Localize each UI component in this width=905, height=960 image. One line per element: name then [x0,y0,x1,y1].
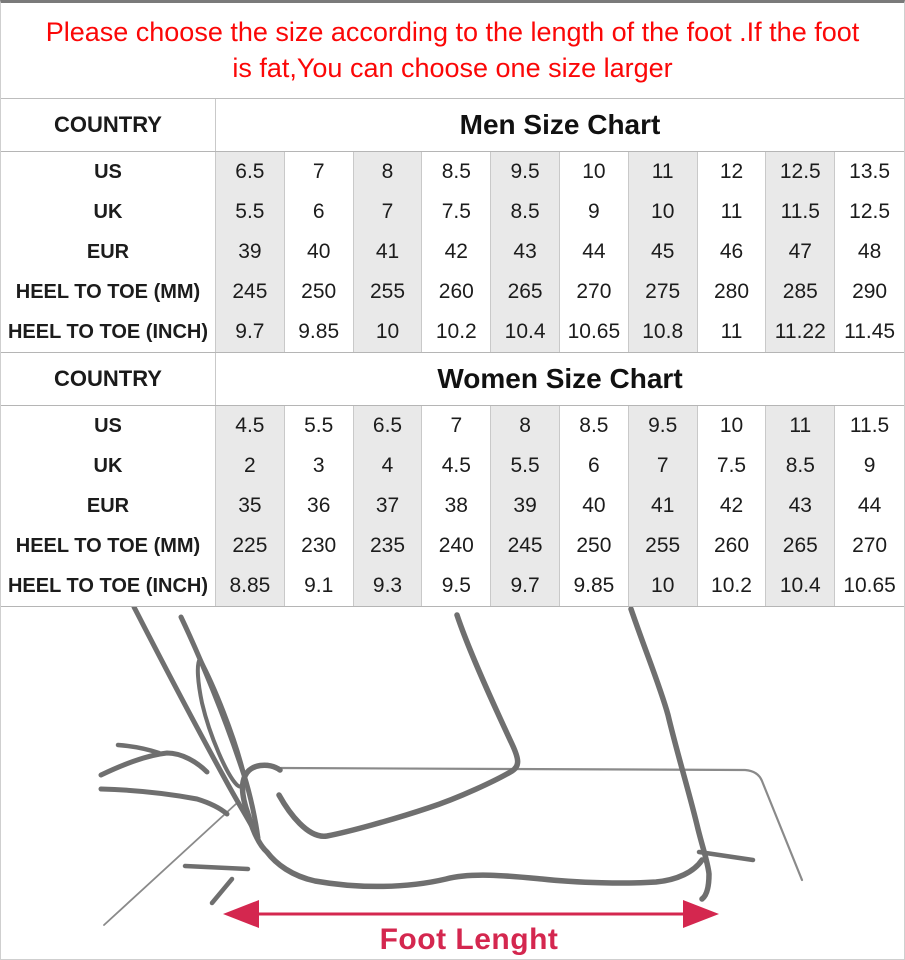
size-cell: 250 [285,272,354,312]
size-cell: 250 [560,526,629,566]
size-cell: 7 [354,192,423,232]
size-cell: 285 [766,272,835,312]
size-cell: 11.22 [766,312,835,352]
size-cell: 5.5 [285,406,354,446]
size-cell: 11.5 [849,414,890,437]
size-cell: 9.7 [491,566,560,606]
size-cell: 6.5 [216,152,285,192]
size-cell: 6 [560,446,629,486]
size-cell: 41 [629,486,698,526]
size-cell: 40 [560,486,629,526]
size-cell: 10.8 [629,312,698,352]
row-label: HEEL TO TOE (MM) [1,526,216,566]
size-cell: 7 [422,406,491,446]
size-cell: 10.2 [698,566,767,606]
size-cell: 3 [285,446,354,486]
size-cell: 41 [354,232,423,272]
arrow-head-left [223,900,259,928]
row-label: HEEL TO TOE (INCH) [1,566,216,606]
men-table-title: Men Size Chart [459,109,661,140]
size-cell: 260 [422,272,491,312]
size-cell: 8 [354,152,423,192]
size-cell: 280 [698,272,767,312]
country-header: COUNTRY [1,353,216,405]
size-cell: 9 [560,192,629,232]
size-cell: 265 [766,526,835,566]
size-cell: 255 [629,526,698,566]
size-cell: 4.5 [216,406,285,446]
size-cell: 4 [354,446,423,486]
size-cell: 11 [629,152,698,192]
foot-instep-outline [279,615,518,836]
size-cell: 11 [698,192,767,232]
size-cell: 2 [216,446,285,486]
size-cell: 44 [560,232,629,272]
toe-tick-tail [212,879,232,903]
women-table-body [1,406,904,606]
size-cell: 36 [285,486,354,526]
notice-line-2: is fat,You can choose one size larger [232,52,673,83]
size-cell: 7 [285,152,354,192]
row-label: EUR [1,486,216,526]
size-cell: 39 [216,232,285,272]
size-cell: 9.85 [285,312,354,352]
men-size-table [1,99,904,353]
size-cell: 9.7 [216,312,285,352]
size-cell: 260 [698,526,767,566]
size-cell: 9.5 [491,152,560,192]
size-cell: 9.3 [354,566,423,606]
size-cell: 10.4 [766,566,835,606]
size-cell: 48 [857,240,882,263]
size-cell: 37 [354,486,423,526]
size-cell: 10 [629,192,698,232]
surface-edge-line [104,803,237,925]
size-notice [1,3,904,99]
size-cell: 290 [852,280,888,303]
size-cell: 11.5 [766,192,835,232]
size-cell: 11 [698,312,767,352]
hand-finger-upper [101,753,207,775]
size-cell: 9.5 [629,406,698,446]
size-cell: 42 [422,232,491,272]
size-cell: 45 [629,232,698,272]
hand-finger-lower [101,789,227,814]
size-cell: 43 [766,486,835,526]
size-cell: 235 [354,526,423,566]
size-cell: 240 [422,526,491,566]
size-cell: 10 [560,152,629,192]
size-cell: 12 [698,152,767,192]
men-table-body [1,152,904,352]
row-label: UK [1,192,216,232]
size-cell: 7 [629,446,698,486]
women-table-title: Women Size Chart [437,363,683,394]
size-cell: 9 [863,454,876,477]
size-cell: 8.5 [560,406,629,446]
size-cell: 38 [422,486,491,526]
size-cell: 12.5 [766,152,835,192]
heel-outline [631,609,709,899]
size-cell: 8.5 [766,446,835,486]
size-cell: 10 [698,406,767,446]
size-cell: 10.65 [843,574,896,597]
size-cell: 42 [698,486,767,526]
size-cell: 12.5 [849,200,891,223]
row-label: HEEL TO TOE (INCH) [1,312,216,352]
size-cell: 9.5 [422,566,491,606]
size-cell: 275 [629,272,698,312]
size-cell: 10.65 [560,312,629,352]
size-cell: 11.45 [844,320,896,343]
size-cell: 9.85 [560,566,629,606]
arrow-head-right [683,900,719,928]
size-cell: 10.2 [422,312,491,352]
row-label: EUR [1,232,216,272]
size-cell: 245 [491,526,560,566]
size-cell: 265 [491,272,560,312]
size-cell: 7.5 [698,446,767,486]
row-label: US [1,152,216,192]
size-cell: 40 [285,232,354,272]
size-cell: 6 [285,192,354,232]
size-cell: 10 [629,566,698,606]
men-table-header [1,99,904,152]
size-cell: 7.5 [422,192,491,232]
foot-measure-illustration [1,607,905,959]
size-cell: 225 [216,526,285,566]
size-cell: 10.4 [491,312,560,352]
size-cell: 5.5 [491,446,560,486]
size-cell: 8.5 [422,152,491,192]
size-cell: 11 [766,406,835,446]
country-header: COUNTRY [1,99,216,151]
size-cell: 255 [354,272,423,312]
foot-length-label: Foot Lenght [379,923,559,956]
size-cell: 245 [216,272,285,312]
size-cell: 8.5 [491,192,560,232]
size-cell: 47 [766,232,835,272]
pencil-icon [134,607,258,838]
size-cell: 13.5 [849,160,891,183]
size-cell: 270 [560,272,629,312]
measuring-board-line [281,768,802,880]
size-cell: 8 [491,406,560,446]
size-cell: 35 [216,486,285,526]
size-cell: 9.1 [285,566,354,606]
notice-line-1: Please choose the size according to the length of the foot .If the foot [45,16,860,47]
row-label: US [1,406,216,446]
size-cell: 5.5 [216,192,285,232]
size-cell: 44 [857,494,882,517]
size-cell: 46 [698,232,767,272]
size-cell: 10 [354,312,423,352]
women-table-header [1,353,904,406]
size-cell: 270 [852,534,888,557]
size-cell: 4.5 [422,446,491,486]
toe-tick-mark [185,866,248,869]
hand-finger-top [118,745,159,753]
size-cell: 43 [491,232,560,272]
row-label: UK [1,446,216,486]
size-cell: 8.85 [216,566,285,606]
size-cell: 230 [285,526,354,566]
women-size-table [1,353,904,607]
row-label: HEEL TO TOE (MM) [1,272,216,312]
size-cell: 6.5 [354,406,423,446]
toe-and-sole-outline [242,765,702,886]
size-cell: 39 [491,486,560,526]
